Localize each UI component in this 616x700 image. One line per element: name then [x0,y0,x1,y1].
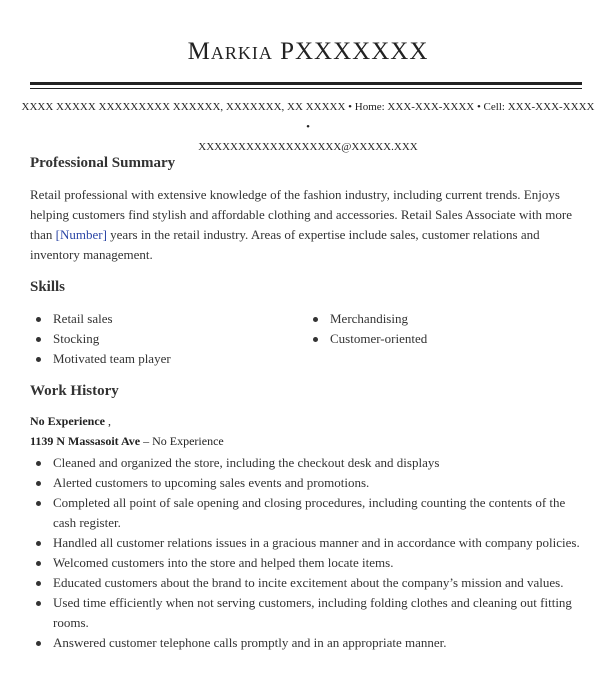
job-title [30,414,111,429]
summary-heading: Professional Summary [30,155,176,171]
job-location [30,434,224,449]
header-divider-thick [30,82,582,85]
name-last-rest: XXXXXXX [295,38,429,65]
duty-item: Alerted customers to upcoming sales events and promotions. [30,473,586,493]
job-title-suffix: , [104,414,111,428]
skill-item: Customer-oriented [307,329,577,349]
skills-list-right [307,309,577,349]
summary-text-part-2: years in the retail industry. Areas of expertise include sales, customer relations and inventory management. [30,227,540,262]
skill-item: Motivated team player [30,349,300,369]
job-duties-list [30,453,586,653]
name-last-initial: P [280,38,295,65]
contact-line-2: XXXXXXXXXXXXXXXXXX@XXXXX.XXX [198,141,418,153]
summary-text-part-1: Retail professional with extensive knowledge of the fashion industry, including current trends. Enjoys helping customers find stylish and affordable clothing and accessories. Retail Sales Associate with more than [30,187,573,242]
duty-item: Cleaned and organized the store, including the checkout desk and displays [30,453,586,473]
summary-paragraph [30,185,586,265]
duty-item: Educated customers about the brand to incite excitement about the company’s mission and values. [30,573,586,593]
work-history-heading: Work History [30,383,119,399]
duty-item: Completed all point of sale opening and closing procedures, including counting the contents of the cash register. [30,493,586,533]
skills-heading: Skills [30,279,66,295]
duty-item: Answered customer telephone calls promptly and in an appropriate manner. [30,633,586,653]
duty-item: Used time efficiently when not serving customers, including folding clothes and cleaning out fitting rooms. [30,593,586,633]
contact-line-1: XXXX XXXXX XXXXXXXXX XXXXXX, XXXXXXX, XX XXXXX • Home: XXX-XXX-XXXX • Cell: XXX-XXX-XXXX • [21,101,595,133]
skills-list-left [30,309,300,369]
job-title-text: No Experience [30,414,105,428]
duty-item: Welcomed customers into the store and helped them locate items. [30,553,586,573]
contact-info [20,97,596,157]
summary-placeholder: [Number] [55,227,107,242]
job-location-address: 1139 N Massasoit Ave [30,434,141,448]
skill-item: Merchandising [307,309,577,329]
header-divider-thin [30,88,582,89]
candidate-name [0,38,616,66]
skill-item: Retail sales [30,309,300,329]
job-location-suffix: – No Experience [140,434,224,448]
duty-item: Handled all customer relations issues in a gracious manner and in accordance with company policies. [30,533,586,553]
name-first-rest: arkia [210,38,273,65]
skill-item: Stocking [30,329,300,349]
name-first-initial: M [187,38,211,65]
